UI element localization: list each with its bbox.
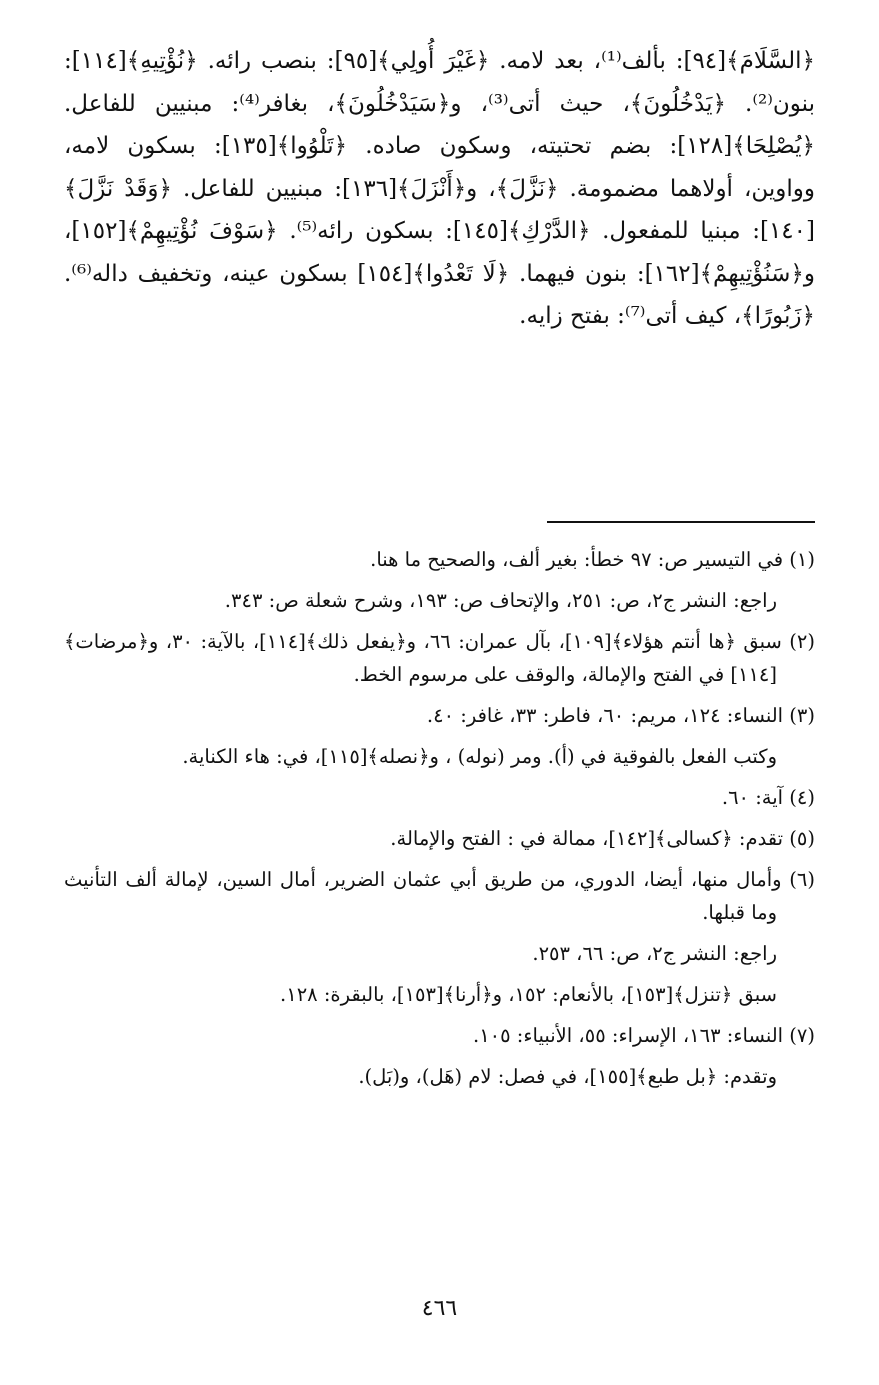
footnote-5: (٥) تقدم: ﴿كسالى﴾[١٤٢]، ممالة في : الفتح والإمالة. (390, 827, 815, 850)
footnote-6-continuation: سبق ﴿تنزل﴾[١٥٣]، بالأنعام: ١٥٢، و﴿أرنا﴾[١٥٣]، بالبقرة: ١٢٨. (280, 983, 777, 1006)
main-text-block (64, 40, 815, 338)
footnote-2: (٢) سبق ﴿ها أنتم هؤلاء﴾[١٠٩]، بآل عمران: ٦٦، و﴿يفعل ذلك﴾[١١٤]، بالآية: ٣٠، و﴿مرضات﴾[١١٤] في الفتح والإمالة، والوقف على مرسوم الخط. (64, 630, 815, 686)
page-number: ٤٦٦ (421, 1296, 458, 1321)
footnotes-section (64, 543, 815, 1101)
footnote-7: (٧) النساء: ١٦٣، الإسراء: ٥٥، الأنبياء: ١٠٥. (472, 1024, 815, 1047)
footnote-6-reference: راجع: النشر ج٢، ص: ٦٦، ٢٥٣. (532, 942, 777, 965)
footnote-3: (٣) النساء: ١٢٤، مريم: ٦٠، فاطر: ٣٣، غافر: ٤٠. (426, 704, 815, 727)
footnote-1: (١) في التيسير ص: ٩٧ خطأ: بغير ألف، والصحيح ما هنا. (370, 548, 815, 571)
footnote-4: (٤) آية: ٦٠. (721, 786, 815, 809)
footnote-separator (547, 521, 815, 523)
footnote-7-continuation: وتقدم: ﴿بل طبع﴾[١٥٥]، في فصل: لام (هَل)، و(بَل). (358, 1065, 777, 1088)
footnote-1-continuation: راجع: النشر ج٢، ص: ٢٥١، والإتحاف ص: ١٩٣، وشرح شعلة ص: ٣٤٣. (224, 589, 777, 612)
main-paragraph: ﴿السَّلَامَ﴾[٩٤]: بألف⁽¹⁾، بعد لامه. ﴿غَيْرَ أُولِي﴾[٩٥]: بنصب رائه. ﴿نُؤْتِيهِ﴾[١١٤]: بنون⁽²⁾. ﴿يَدْخُلُونَ﴾، حيث أتى⁽³⁾، و﴿سَيَدْخُلُونَ﴾، بغافر⁽⁴⁾: مبنيين للفاعل. ﴿يُصْلِحَا﴾[١٢٨]: بضم تحتيته، وسكون صاده. ﴿تَلْوُوا﴾[١٣٥]: بسكون لامه، وواوين، أولاهما مضمومة. ﴿نَزَّلَ﴾، و﴿أَنْزَلَ﴾[١٣٦]: مبنيين للفاعل. ﴿وَقَدْ نَزَّلَ﴾[١٤٠]: مبنيا للمفعول. ﴿الدَّرْكِ﴾[١٤٥]: بسكون رائه⁽⁵⁾. ﴿سَوْفَ نُؤْتِيهِمْ﴾[١٥٢]، و﴿سَنُؤْتِيهِمْ﴾[١٦٢]: بنون فيهما. ﴿لَا تَعْدُوا﴾[١٥٤] بسكون عينه، وتخفيف داله⁽⁶⁾. ﴿زَبُورًا﴾، كيف أتى⁽⁷⁾: بفتح زايه. (64, 48, 816, 329)
footnote-6: (٦) وأمال منها، أيضا، الدوري، من طريق أبي عثمان الضرير، أمال السين، لإمالة ألف التأنيث وما قبلها. (64, 868, 815, 924)
footnote-3-continuation: وكتب الفعل بالفوقية في (أ). ومر (نوله) ، و﴿نصله﴾[١١٥]، في: هاء الكناية. (182, 745, 777, 768)
